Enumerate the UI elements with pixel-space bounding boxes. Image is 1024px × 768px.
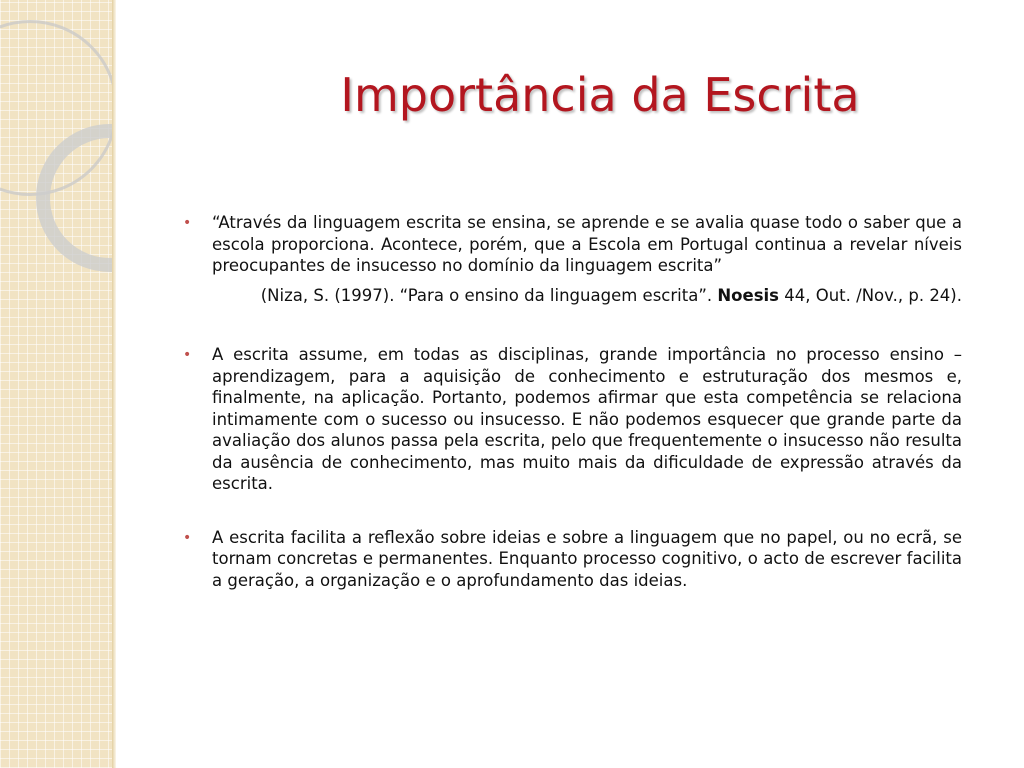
bullet-text: “Através da linguagem escrita se ensina, se aprende e se avalia quase todo o saber que a escola proporciona. Acontece, porém, que a Escola em Portugal continua a revelar níveis preocupantes de insucesso no domínio da linguagem escrita” bbox=[212, 213, 962, 275]
citation-text: (Niza, S. (1997). “Para o ensino da linguagem escrita”. bbox=[260, 285, 718, 305]
citation-details: 44, Out. /Nov., p. 24). bbox=[779, 285, 962, 305]
decorative-side-panel bbox=[0, 0, 112, 768]
bullet-icon: • bbox=[183, 529, 192, 546]
bullet-item bbox=[182, 344, 962, 495]
bullet-item bbox=[182, 527, 962, 592]
bullet-icon: • bbox=[183, 215, 192, 231]
bullet-icon: • bbox=[183, 347, 192, 363]
slide-body bbox=[182, 212, 962, 591]
bullet-text: A escrita assume, em todas as disciplinas, grande importância no processo ensino – aprendizagem, para a aquisição de conhecimento e estruturação dos mesmos e, finalmente, na aplicação. Portanto, podemos afirmar que esta competência se relaciona intimamente com o sucesso ou insucesso. E não podemos esquecer que grande parte da avaliação dos alunos passa pela escrita, pelo que frequentemente o insucesso não resulta da ausência de conhecimento, mas muito mais da dificuldade de expressão através da escrita. bbox=[212, 345, 962, 493]
citation bbox=[182, 285, 962, 307]
bullet-item bbox=[182, 212, 962, 277]
bullet-text: A escrita facilita a reflexão sobre ideias e sobre a linguagem que no papel, ou no ecrã, se tornam concretas e permanentes. Enquanto processo cognitivo, o acto de escrever facilita a geração, a organização e o aprofundamento das ideias. bbox=[212, 527, 962, 590]
slide-title: Importância da Escrita bbox=[340, 68, 860, 122]
side-panel-edge bbox=[112, 0, 116, 768]
citation-journal: Noesis bbox=[717, 285, 779, 305]
